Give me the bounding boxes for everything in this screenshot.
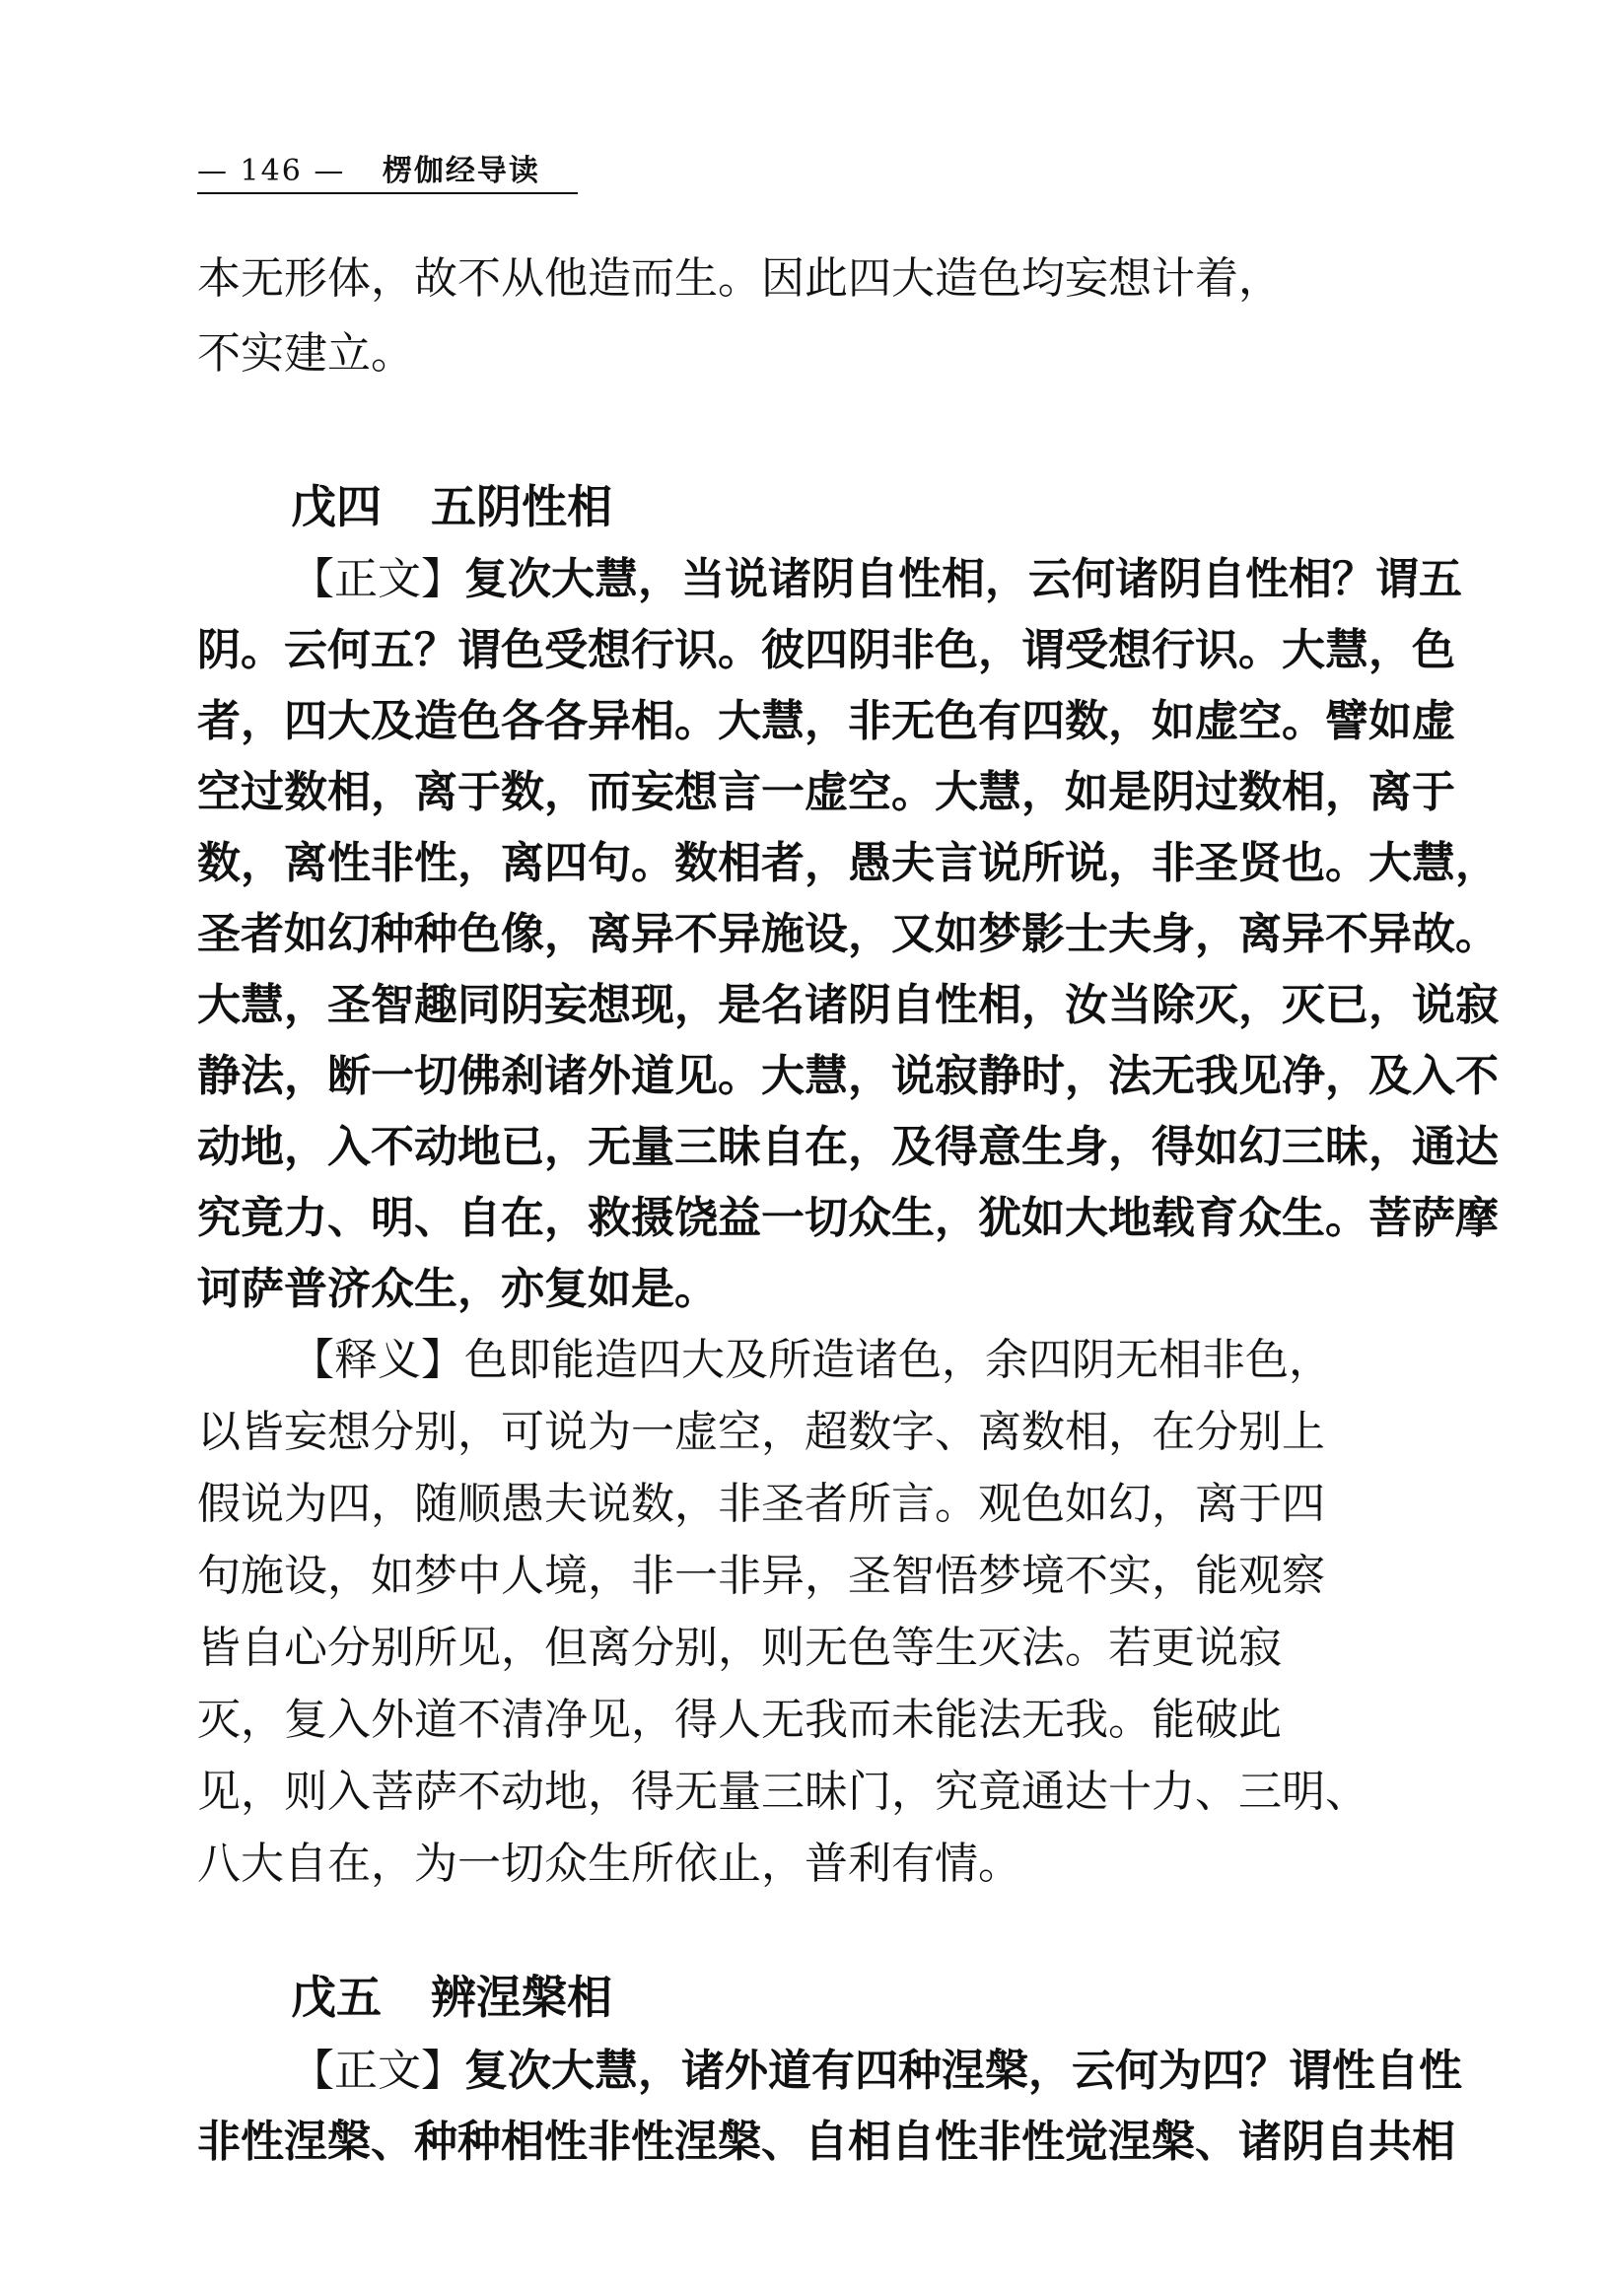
section-label: 戊四 (291, 480, 382, 533)
text-line: 大慧，圣智趣同阴妄想现，是名诸阴自性相，汝当除灭，灭已，说寂 (197, 980, 1499, 1030)
section-heading (291, 1962, 612, 2027)
text-line: 阴。云何五？谓色受想行识。彼四阴非色，谓受想行识。大慧，色 (197, 625, 1455, 675)
text-line (291, 1333, 1612, 1388)
text-line: 八大自在，为一切众生所依止，普利有情。 (197, 1839, 1021, 1889)
shiyi-text: 色即能造四大及所造诸色，余四阴无相非色， (464, 1335, 1332, 1385)
shiyi-tag: 【释义】 (291, 1335, 464, 1385)
text-line: 皆自心分别所见，但离分别，则无色等生灭法。若更说寂 (197, 1623, 1282, 1673)
section-heading (291, 471, 612, 536)
text-line: 圣者如幻种种色像，离异不异施设，又如梦影士夫身，离异不异故。 (197, 909, 1499, 959)
text-line: 诃萨普济众生，亦复如是。 (197, 1264, 718, 1314)
text-line: 者，四大及造色各各异相。大慧，非无色有四数，如虚空。譬如虚 (197, 696, 1455, 746)
header-rule (197, 192, 578, 194)
text-line: 究竟力、明、自在，救摄饶益一切众生，犹如大地载育众生。菩萨摩 (197, 1193, 1499, 1243)
zhengwen-tag: 【正文】 (291, 554, 464, 604)
text-line: 见，则入菩萨不动地，得无量三昧门，究竟通达十力、三明、 (197, 1767, 1368, 1817)
text-line: 静法，断一切佛刹诸外道见。大慧，说寂静时，法无我见净，及入不 (197, 1051, 1499, 1101)
text-line: 句施设，如梦中人境，非一非异，圣智悟梦境不实，能观察 (197, 1551, 1325, 1601)
text-line: 以皆妄想分别，可说为一虚空，超数字、离数相，在分别上 (197, 1407, 1325, 1457)
running-header (197, 146, 540, 189)
text-line (291, 2044, 1612, 2099)
text-line (291, 552, 1612, 607)
text-line: 本无形体，故不从他造而生。因此四大造色均妄想计着， (197, 253, 1282, 304)
book-title: 楞伽经导读 (382, 154, 540, 188)
zhengwen-tag: 【正文】 (291, 2046, 464, 2096)
section-title: 辨涅槃相 (431, 1971, 612, 2024)
text-line: 灭，复入外道不清净见，得人无我而未能法无我。能破此 (197, 1695, 1282, 1745)
page-number: — 146 — (197, 154, 346, 188)
text-line: 假说为四，随顺愚夫说数，非圣者所言。观色如幻，离于四 (197, 1479, 1325, 1529)
text-line: 动地，入不动地已，无量三昧自在，及得意生身，得如幻三昧，通达 (197, 1122, 1499, 1172)
text-line: 非性涅槃、种种相性非性涅槃、自相自性非性觉涅槃、诸阴自共相 (197, 2117, 1455, 2167)
text-line: 空过数相，离于数，而妄想言一虚空。大慧，如是阴过数相，离于 (197, 767, 1455, 817)
zhengwen-text: 复次大慧，当说诸阴自性相，云何诸阴自性相？谓五 (464, 554, 1462, 604)
text-line: 不实建立。 (197, 328, 414, 379)
section-title: 五阴性相 (431, 480, 612, 533)
zhengwen-text: 复次大慧，诸外道有四种涅槃，云何为四？谓性自性 (464, 2046, 1462, 2096)
section-label: 戊五 (291, 1971, 382, 2024)
text-line: 数，离性非性，离四句。数相者，愚夫言说所说，非圣贤也。大慧， (197, 838, 1499, 888)
